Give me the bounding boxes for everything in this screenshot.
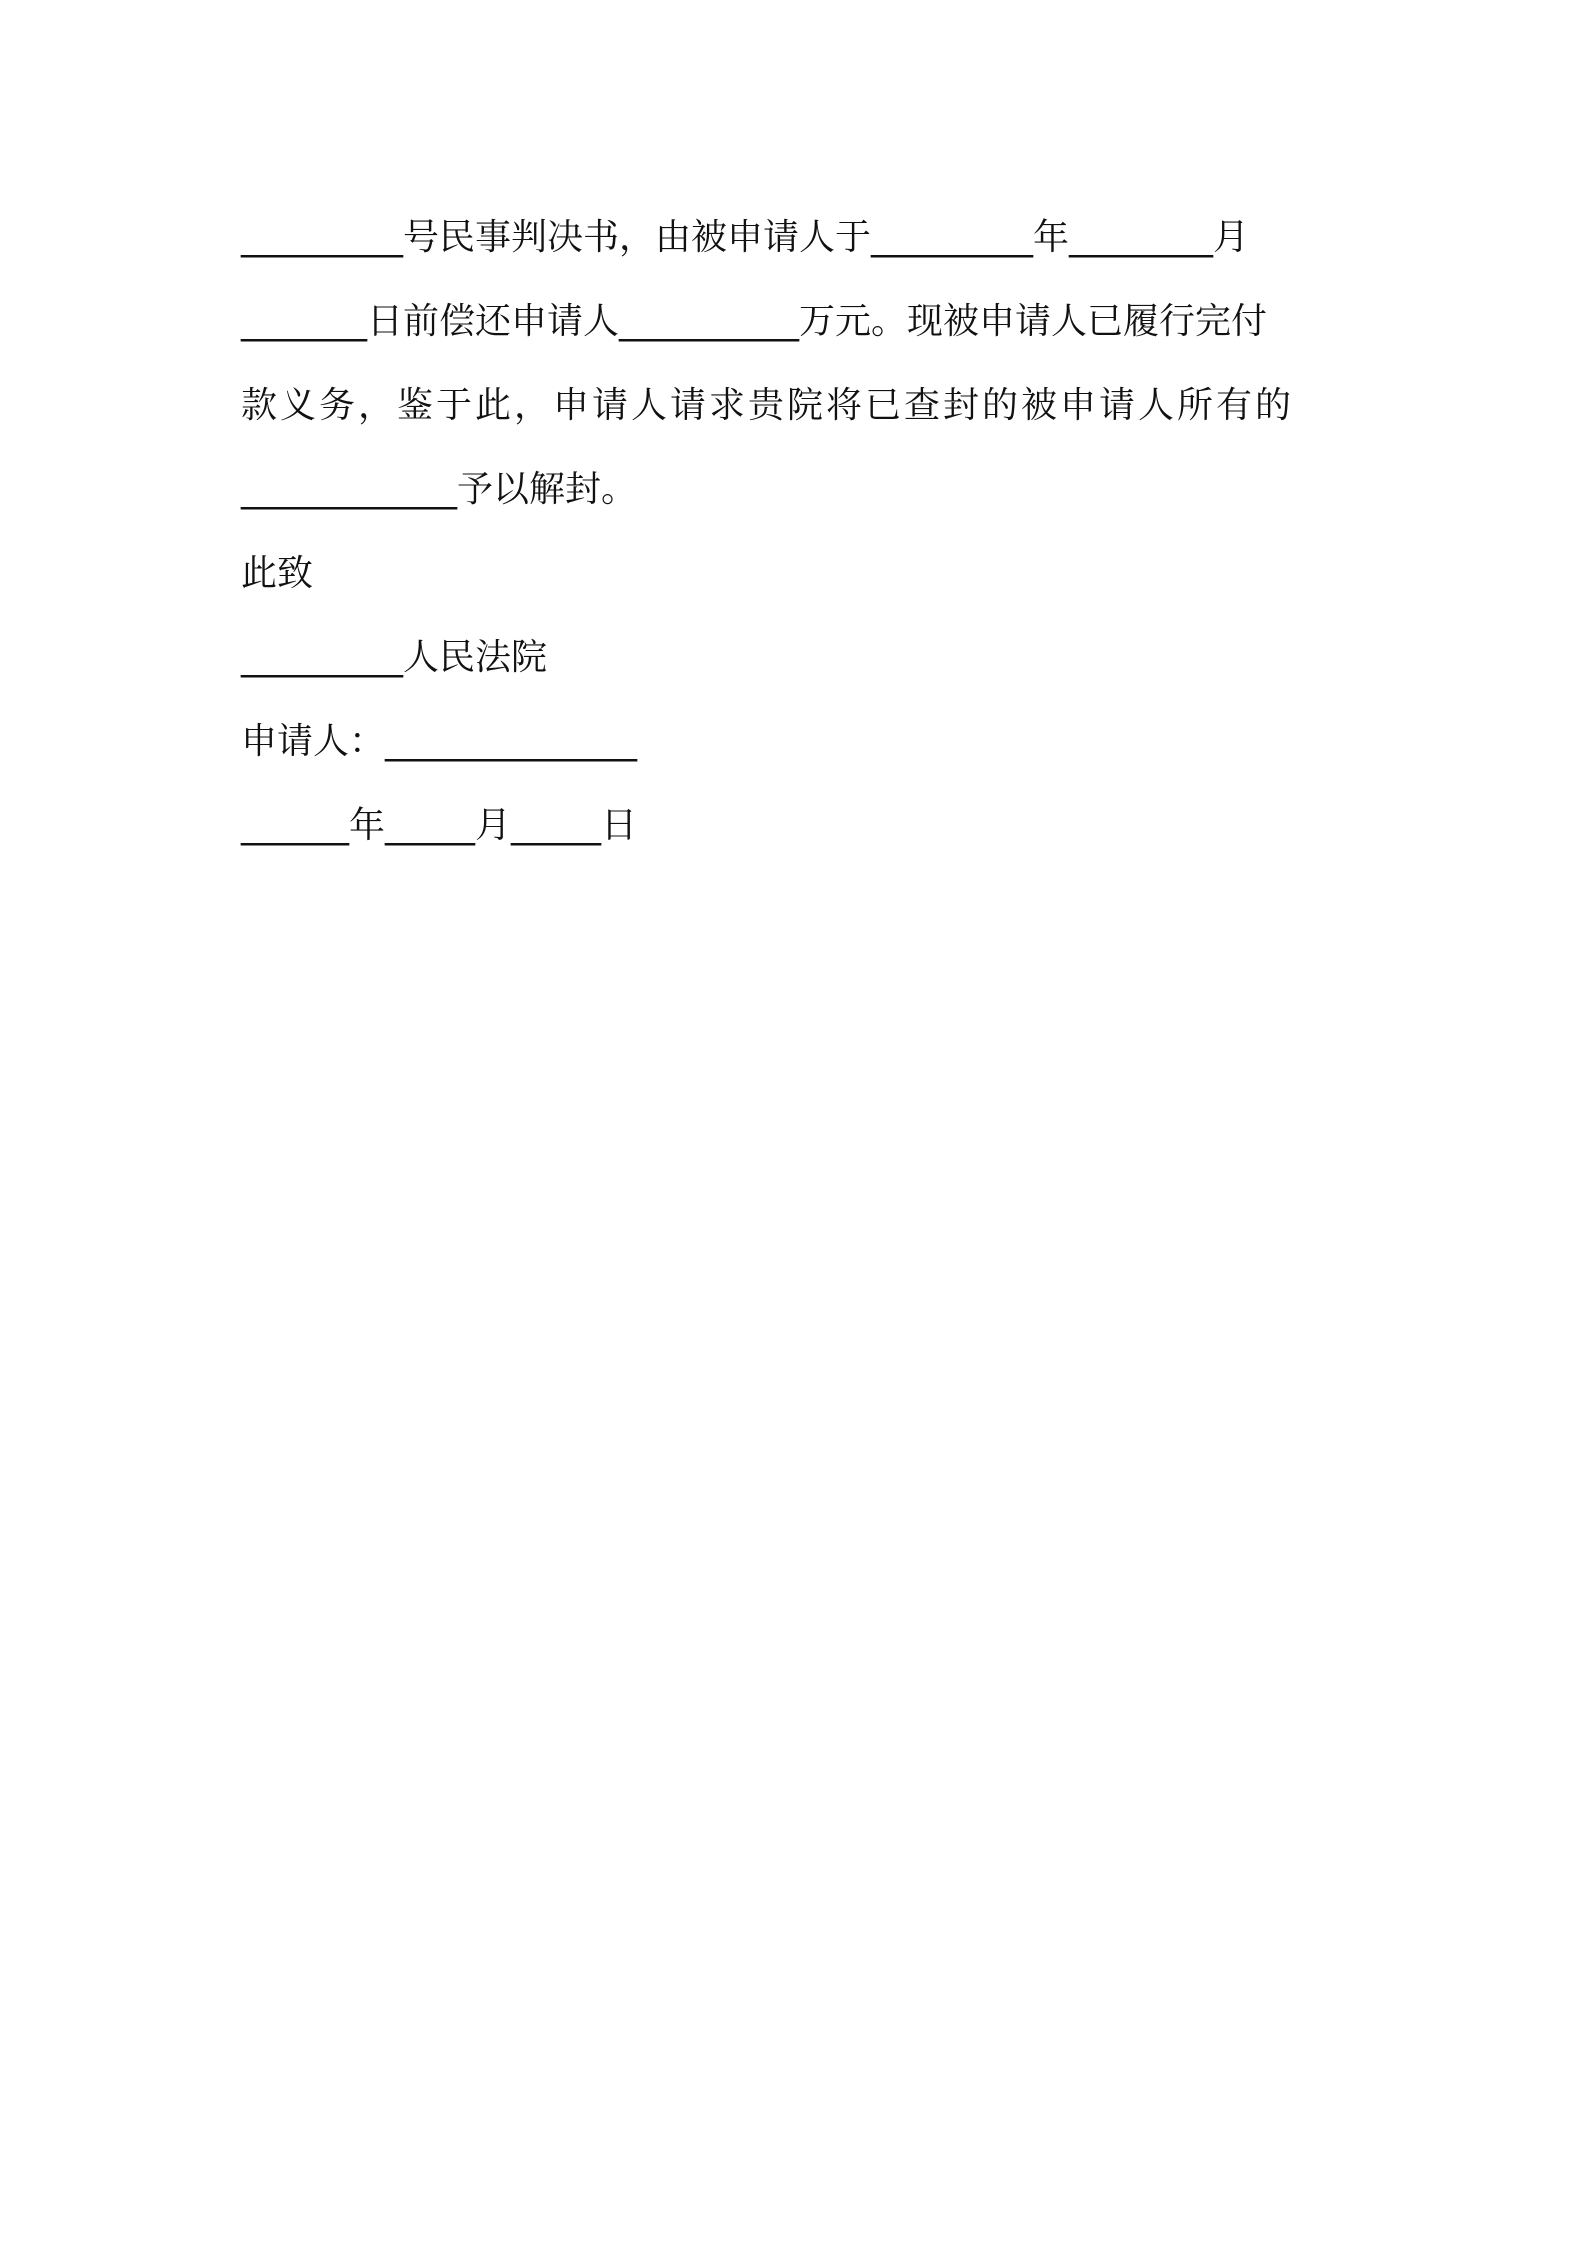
- paragraph-line-4: ____________予以解封。: [241, 469, 638, 510]
- date-line: ______年_____月_____日: [241, 805, 637, 846]
- paragraph-line-1: _________号民事判决书，由被申请人于_________年________月: [241, 217, 1250, 258]
- closing-salutation: 此致: [241, 553, 314, 594]
- paragraph-line-2: _______日前偿还申请人__________万元。现被申请人已履行完付: [241, 301, 1268, 342]
- applicant-signature-line: 申请人：______________: [241, 721, 638, 762]
- paragraph-line-3: 款义务，鉴于此，申请人请求贵院将已查封的被申请人所有的: [241, 385, 1295, 426]
- addressee-court: _________人民法院: [241, 637, 548, 678]
- document-body: [241, 196, 1361, 868]
